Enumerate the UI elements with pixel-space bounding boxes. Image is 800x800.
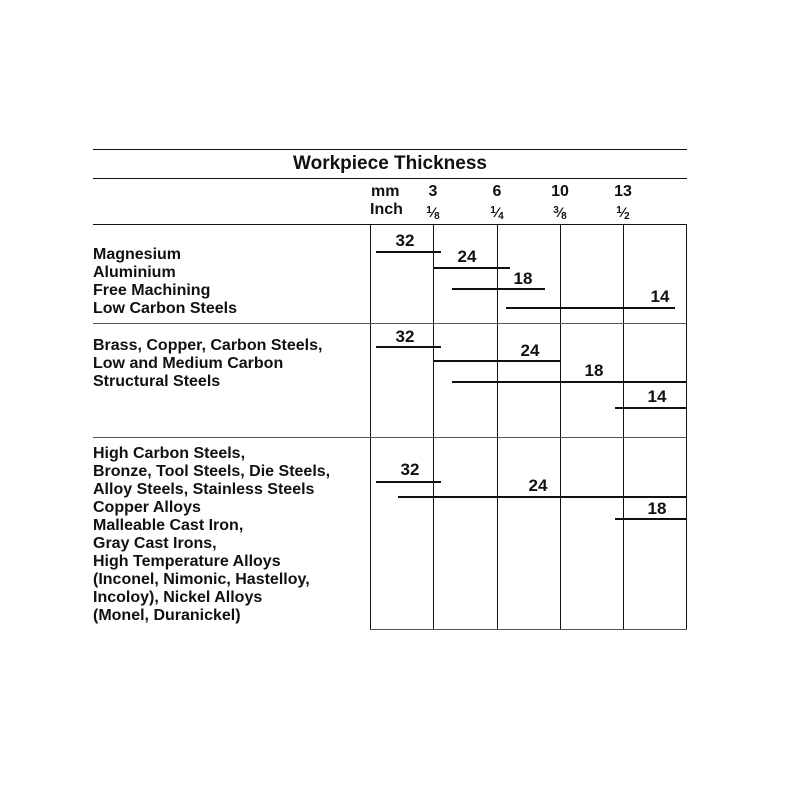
material-label: Low and Medium Carbon [93,355,284,372]
tpi-value: 18 [584,361,604,380]
mm-label: mm [371,183,400,200]
material-label: Gray Cast Irons, [93,535,217,552]
header-rule [93,224,687,225]
col-mm-10: 10 [551,183,569,200]
col-mm-13: 13 [614,183,632,200]
range-bar [434,360,560,362]
col-inch-1-2: $^1⁄_2$ [616,204,630,222]
range-bar [376,481,441,483]
material-label: Magnesium [93,246,182,263]
col-mm-6: 6 [492,183,502,200]
material-label: Malleable Cast Iron, [93,517,244,534]
col-inch-1-8: $^1⁄_8$ [426,204,440,222]
col-inch-3-8: $^3⁄_8$ [553,204,567,222]
bottom-rule [370,629,687,630]
title-rule [93,178,687,179]
material-label: Alloy Steels, Stainless Steels [93,481,315,498]
grid-col-13 [623,224,624,630]
grid-right [686,224,687,630]
tpi-value: 18 [513,269,533,288]
range-bar [376,251,441,253]
col-inch-1-4: $^1⁄_4$ [490,204,504,222]
material-label: High Carbon Steels, [93,445,246,462]
tpi-value: 32 [400,460,420,479]
tpi-value: 14 [647,387,667,406]
material-label: Copper Alloys [93,499,201,516]
material-label: Structural Steels [93,373,221,390]
tpi-value: 24 [520,341,540,360]
range-bar [506,307,675,309]
range-bar [615,407,687,409]
material-label: (Inconel, Nimonic, Hastelloy, [93,571,310,588]
material-label: High Temperature Alloys [93,553,281,570]
tpi-value: 32 [395,231,415,250]
material-label: Bronze, Tool Steels, Die Steels, [93,463,331,480]
tpi-value: 18 [647,499,667,518]
range-bar [376,346,441,348]
group-rule-2 [93,437,687,438]
col-mm-3: 3 [428,183,438,200]
inch-label: Inch [370,201,403,218]
material-label: Brass, Copper, Carbon Steels, [93,337,323,354]
grid-col-3 [433,224,434,630]
range-bar [398,496,687,498]
material-label: Incoloy), Nickel Alloys [93,589,263,606]
material-label: Low Carbon Steels [93,300,238,317]
grid-col-6 [497,224,498,630]
material-label: Free Machining [93,282,211,299]
range-bar [452,381,687,383]
grid-col-10 [560,224,561,630]
group-rule-1 [93,323,687,324]
range-bar [452,288,545,290]
tpi-value: 24 [457,247,477,266]
range-bar [434,267,510,269]
grid-left [370,224,371,630]
tpi-value: 32 [395,327,415,346]
range-bar [615,518,687,520]
tpi-value: 14 [650,287,670,306]
material-label: (Monel, Duranickel) [93,607,241,624]
material-label: Aluminium [93,264,176,281]
tpi-value: 24 [528,476,548,495]
table-title: Workpiece Thickness [293,153,487,174]
